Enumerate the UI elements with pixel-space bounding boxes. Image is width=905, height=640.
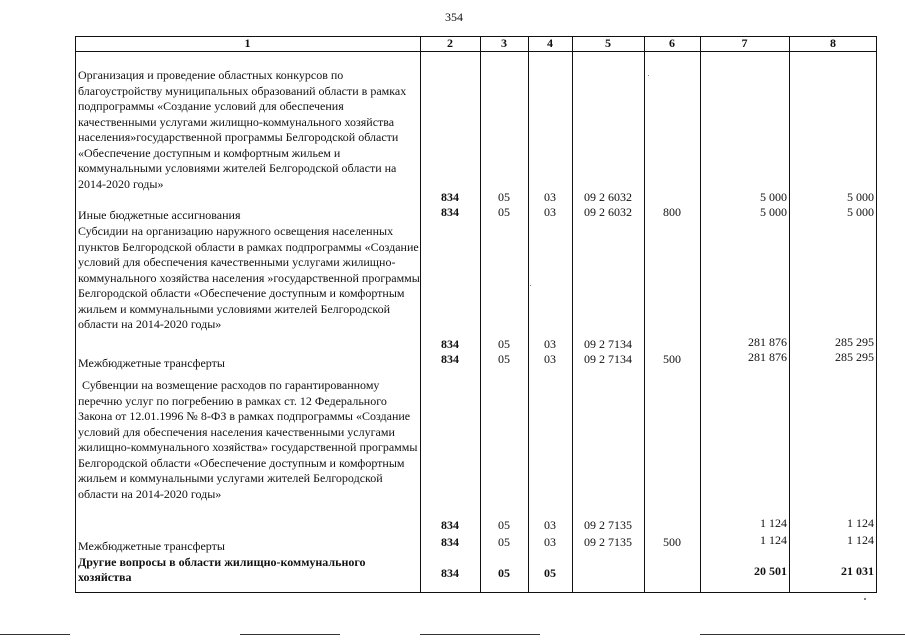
column-header-7: 7 (741, 36, 748, 50)
cell-c5: 09 2 7135 (584, 535, 632, 549)
scan-speck (648, 75, 649, 76)
row-description: Межбюджетные трансферты (78, 539, 225, 553)
row-description: Иные бюджетные ассигнования (78, 208, 241, 222)
cell-c2: 834 (441, 205, 459, 219)
cell-c7: 1 124 (760, 516, 787, 530)
cell-c3: 05 (498, 518, 510, 532)
column-divider (420, 36, 421, 593)
cell-c6: 500 (663, 535, 681, 549)
scan-edge-line (700, 634, 905, 635)
scan-edge-line (0, 634, 70, 635)
cell-c4: 05 (544, 566, 556, 580)
cell-c7: 5 000 (760, 205, 787, 219)
cell-c3: 05 (498, 205, 510, 219)
cell-c5: 09 2 6032 (584, 190, 632, 204)
scan-edge-line (240, 634, 340, 635)
cell-c3: 05 (498, 337, 510, 351)
cell-c8: 285 295 (835, 350, 874, 364)
cell-c8: 21 031 (841, 564, 874, 578)
row-description: Организация и проведение областных конкурсов по благоустройству муниципальных образований области в рамках подпрограммы «Создание условий для обеспечения качественными услугами жилищно-коммунального хозяйства населения»государственной программы Белгородской области «Обеспечение доступным и комфортным жильем и коммунальными условиями жителей Белгородской области на 2014-2020 годы» (78, 68, 407, 191)
row-description: Межбюджетные трансферты (78, 356, 225, 370)
cell-c4: 03 (544, 205, 556, 219)
cell-c5: 09 2 7134 (584, 337, 632, 351)
column-header-1: 1 (244, 36, 251, 50)
cell-c8: 5 000 (847, 190, 874, 204)
column-header-5: 5 (605, 36, 611, 50)
cell-c7: 1 124 (760, 533, 787, 547)
cell-c5: 09 2 7134 (584, 352, 632, 366)
cell-c8: 5 000 (847, 205, 874, 219)
cell-c3: 05 (498, 352, 510, 366)
cell-c2: 834 (441, 352, 459, 366)
column-header-4: 4 (547, 36, 553, 50)
cell-c6: 800 (663, 205, 681, 219)
cell-c5: 09 2 7135 (584, 518, 632, 532)
column-divider (480, 36, 481, 593)
cell-c8: 1 124 (847, 516, 874, 530)
cell-c2: 834 (441, 337, 459, 351)
column-header-8: 8 (830, 36, 836, 50)
scan-speck (530, 285, 531, 286)
cell-c8: 1 124 (847, 533, 874, 547)
column-divider (572, 36, 573, 593)
column-divider (644, 36, 645, 593)
cell-c2: 834 (441, 566, 459, 580)
cell-c7: 5 000 (760, 190, 787, 204)
column-header-2: 2 (447, 36, 453, 50)
column-header-3: 3 (501, 36, 507, 50)
column-divider (528, 36, 529, 593)
scan-speck (864, 598, 866, 600)
row-description: Субсидии на организацию наружного освещения населенных пунктов Белгородской области в рамках подпрограммы «Создание условий для обеспечения качественными услугами жилищно-коммунального хозяйства населения »государственной программы Белгородской области «Обеспечение доступным и комфортным жильем и коммунальными условиями жителей Белгородской области на 2014-2020 годы» (78, 224, 420, 331)
cell-c2: 834 (441, 518, 459, 532)
scan-edge-line (420, 634, 540, 635)
cell-c4: 03 (544, 518, 556, 532)
cell-c4: 03 (544, 190, 556, 204)
row-description: Субвенции на возмещение расходов по гарантированному перечню услуг по погребению в рамках ст. 12 Федерального Закона от 12.01.1996 № 8-ФЗ в рамках подпрограммы «Создание условий для обеспечения населения качественными услугами жилищно-коммунального хозяйства» государственной программы Белгородской области «Обеспечение доступным и комфортным жильем и коммунальными услугами жителей Белгородской области на 2014-2020 годы» (78, 378, 418, 501)
cell-c7: 281 876 (748, 335, 787, 349)
cell-c6: 500 (663, 352, 681, 366)
cell-c4: 03 (544, 337, 556, 351)
cell-c3: 05 (498, 535, 510, 549)
cell-c7: 20 501 (754, 564, 787, 578)
column-divider (789, 36, 790, 593)
cell-c7: 281 876 (748, 350, 787, 364)
row-description: Другие вопросы в области жилищно-коммунального хозяйства (78, 555, 366, 584)
cell-c2: 834 (441, 190, 459, 204)
column-header-6: 6 (669, 36, 675, 50)
cell-c8: 285 295 (835, 335, 874, 349)
cell-c4: 03 (544, 535, 556, 549)
cell-c3: 05 (498, 566, 510, 580)
cell-c3: 05 (498, 190, 510, 204)
cell-c5: 09 2 6032 (584, 205, 632, 219)
column-divider (700, 36, 701, 593)
cell-c2: 834 (441, 535, 459, 549)
page-number: 354 (445, 10, 463, 24)
cell-c4: 03 (544, 352, 556, 366)
